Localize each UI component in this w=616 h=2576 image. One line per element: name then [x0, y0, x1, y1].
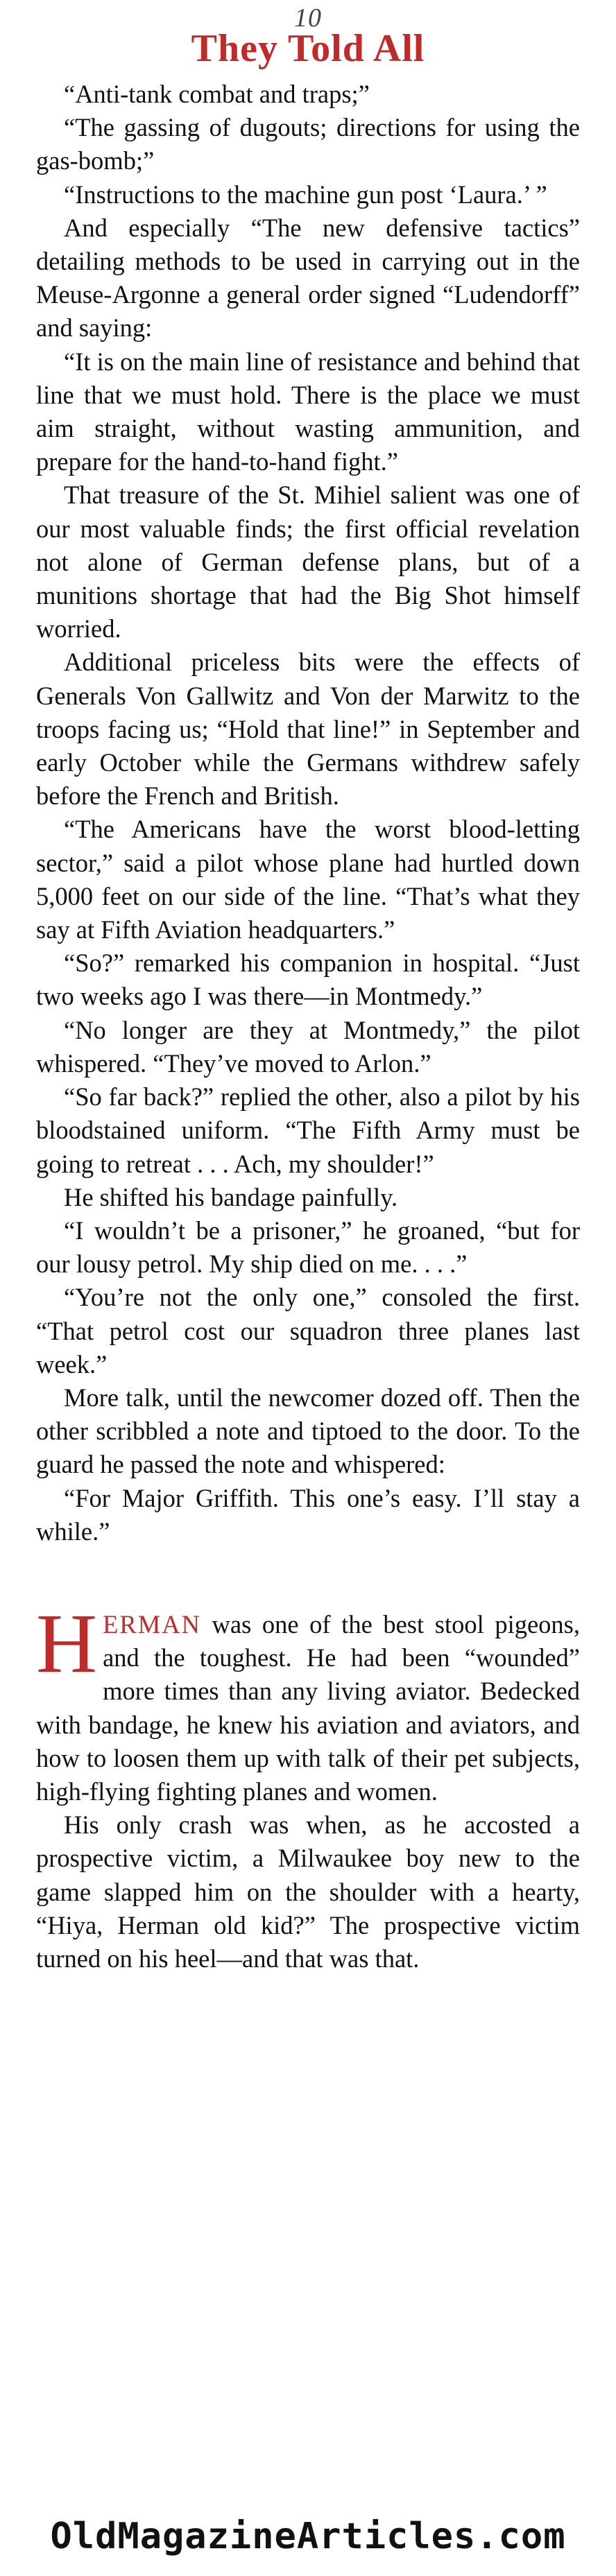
- paragraph: “It is on the main line of resistance and behind that line that we must hold. There is the place we must aim straight, without wasting ammunition, and prepare for the hand-to-hand fight.”: [36, 347, 580, 476]
- paragraph: That treasure of the St. Mihiel salient was one of our most valuable finds; the first official revelation not alone of German defense plans, but of a munitions shortage that had the Big Shot himself worried.: [36, 481, 580, 643]
- drop-cap: H: [36, 1596, 98, 1691]
- article-body: [36, 78, 580, 1976]
- paragraph: “I wouldn’t be a prisoner,” he groaned, “but for our lousy petrol. My ship died on me. . . .”: [36, 1216, 580, 1279]
- paragraph: “So far back?” replied the other, also a pilot by his bloodstained uniform. “The Fifth Army must be going to retreat . . . Ach, my shoulder!”: [36, 1082, 580, 1178]
- page-number: 10: [294, 3, 322, 33]
- paragraph: “The gassing of dugouts; directions for using the gas-bomb;”: [36, 113, 580, 175]
- paragraph: “Anti-tank combat and traps;”: [64, 80, 370, 108]
- paragraph: “No longer are they at Montmedy,” the pilot whispered. “They’ve moved to Arlon.”: [36, 1015, 580, 1078]
- paragraph: And especially “The new defensive tactics” detailing methods to be used in carrying out in the Meuse-Argonne a general order signed “Ludendorff” and saying:: [36, 213, 580, 343]
- paragraph: More talk, until the newcomer dozed off. Then the other scribbled a note and tiptoed to the door. To the guard he passed the note and whispered:: [36, 1383, 580, 1479]
- paragraph: “The Americans have the worst blood-letting sector,” said a pilot whose plane had hurtled down 5,000 feet on our side of the line. “That’s what they say at Fifth Aviation headquarters.”: [36, 815, 580, 944]
- site-footer: OldMagazineArticles.com: [50, 2516, 566, 2557]
- paragraph: “Instructions to the machine gun post ‘Laura.’ ”: [64, 180, 547, 209]
- dropcap-paragraph: [36, 1596, 580, 1808]
- section-break: [36, 1548, 580, 1608]
- paragraph: He shifted his bandage painfully.: [64, 1182, 398, 1211]
- paragraph: His only crash was when, as he accosted a prospective victim, a Milwaukee boy new to the game slapped him on the shoulder with a hearty, “Hiya, Herman old kid?” The prospective victim turned on his heel—and that was that.: [36, 1810, 580, 1973]
- article-title: They Told All: [191, 27, 425, 70]
- paragraph: “So?” remarked his companion in hospital. “Just two weeks ago I was there—in Montmedy.”: [36, 949, 580, 1011]
- paragraph: “You’re not the only one,” consoled the first. “That petrol cost our squadron three planes last week.”: [36, 1283, 580, 1378]
- smallcaps-lead: ERMAN: [103, 1609, 201, 1639]
- dropcap-paragraph-text: was one of the best stool pigeons, and the toughest. He had been “wounded” more times than any living aviator. Bedecked with bandage, he knew his aviation and aviators, and how to loosen them up with talk of their pet subjects, high-flying fighting planes and women.: [36, 1609, 580, 1806]
- paragraph: Additional priceless bits were the effects of Generals Von Gallwitz and Von der Marwitz to the troops facing us; “Hold that line!” in September and early October while the Germans withdrew safely before the French and British.: [36, 648, 580, 811]
- paragraph: “For Major Griffith. This one’s easy. I’ll stay a while.”: [36, 1483, 580, 1546]
